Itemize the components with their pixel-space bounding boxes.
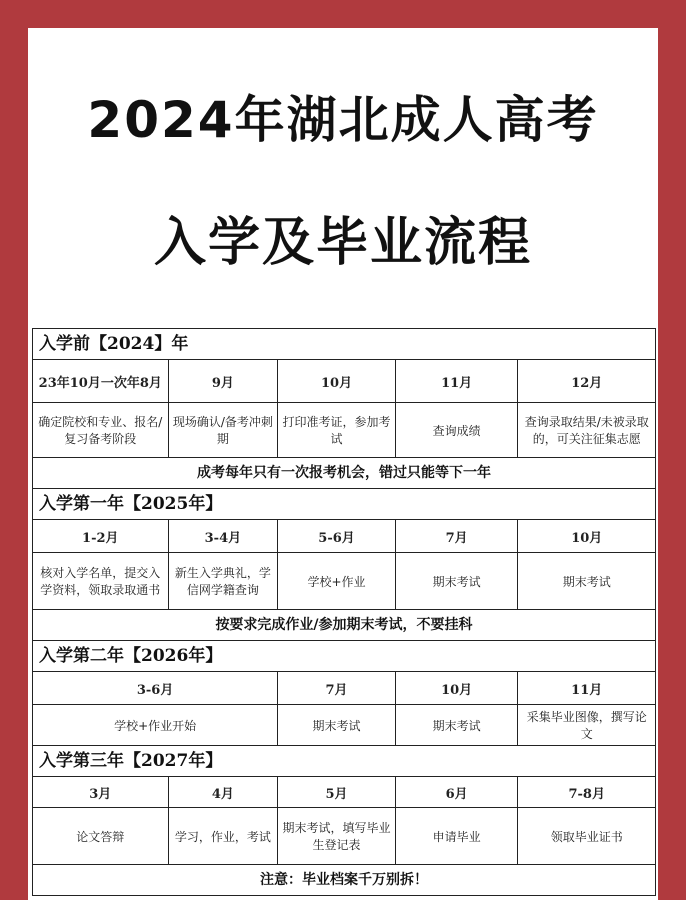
task-cell: 查询录取结果/未被录取的，可关注征集志愿 [524,415,649,446]
task-cell: 学习，作业，考试 [169,808,279,864]
month-cell: 7-8月 [568,786,605,802]
task-cell: 核对入学名单，提交入学资料，领取录取通书 [33,553,169,609]
month-cell: 6月 [396,777,519,807]
task-cell: 查询成绩 [396,403,519,457]
section-note: 成考每年只有一次报考机会，错过只能等下一年 [32,457,656,488]
task-cell: 申请毕业 [396,808,519,864]
section-heading: 入学第一年【2025年】 [32,488,656,519]
task-row [32,552,656,609]
month-cell: 10月 [278,360,396,402]
section-heading: 入学第三年【2027年】 [32,745,656,776]
month-cell: 10月 [571,530,603,546]
process-table [32,328,656,896]
task-cell: 领取毕业证书 [550,829,623,844]
section-note: 注意：毕业档案千万别拆！ [32,864,656,896]
task-cell: 论文答辩 [33,808,169,864]
month-row [32,776,656,807]
task-cell: 新生入学典礼，学信网学籍查询 [169,553,279,609]
task-cell: 采集毕业图像，撰写论文 [526,710,647,741]
title-line2: 入学及毕业流程 [153,213,532,273]
task-cell: 期末考试 [396,553,519,609]
month-row [32,671,656,704]
month-row [32,519,656,552]
task-cell: 期末考试 [396,705,519,745]
month-cell: 10月 [396,672,519,704]
month-cell: 11月 [396,360,519,402]
task-cell: 学校+作业 [278,553,396,609]
task-row [32,704,656,745]
month-cell: 5-6月 [278,520,396,552]
task-row [32,402,656,457]
task-row [32,807,656,864]
month-cell: 3-6月 [33,672,278,704]
task-cell: 现场确认/备考冲刺期 [169,403,279,457]
month-cell: 12月 [571,375,603,391]
month-cell: 7月 [278,672,396,704]
title-line1: 2024年湖北成人高考 [87,91,599,149]
section-heading: 入学前【2024】年 [32,328,656,359]
task-cell: 打印准考证，参加考试 [278,403,396,457]
section-heading: 入学第二年【2026年】 [32,640,656,671]
month-cell: 23年10月一次年8月 [33,360,169,402]
month-cell: 9月 [169,360,279,402]
month-cell: 11月 [571,682,603,698]
month-row [32,359,656,402]
task-cell: 期末考试，填写毕业生登记表 [278,808,396,864]
task-cell: 期末考试 [562,574,611,589]
task-cell: 期末考试 [278,705,396,745]
month-cell: 7月 [396,520,519,552]
section-note: 按要求完成作业/参加期末考试，不要挂科 [32,609,656,640]
month-cell: 4月 [169,777,279,807]
task-cell: 学校+作业开始 [33,705,278,745]
task-cell: 确定院校和专业、报名/复习备考阶段 [33,403,169,457]
month-cell: 1-2月 [33,520,169,552]
month-cell: 3-4月 [169,520,279,552]
month-cell: 5月 [278,777,396,807]
month-cell: 3月 [33,777,169,807]
